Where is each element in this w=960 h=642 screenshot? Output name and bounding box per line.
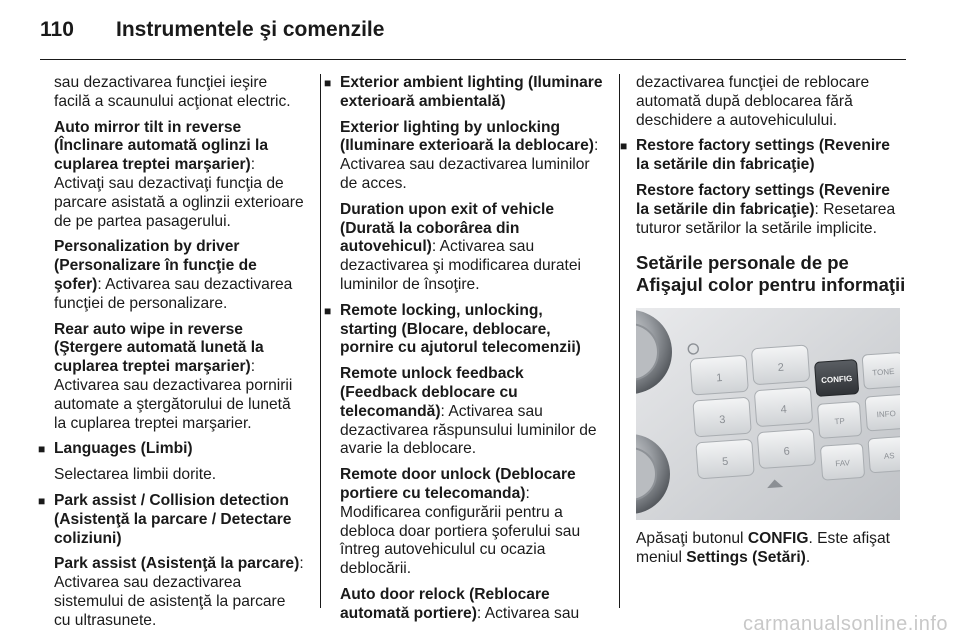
- setting-description: : Activarea sau: [476, 604, 580, 622]
- setting-description: : Activarea sau dezactivarea şi modificarea duratei luminilor de însoţire.: [340, 238, 581, 293]
- setting-description: : Activarea sau dezactivarea răspunsului luminilor de avarie la deblocare.: [340, 402, 597, 458]
- setting-description: : Activaţi sau dezactivaţi funcţia de parcare asistată a oglinzii exterioare de pe partea pasagerului.: [54, 156, 304, 230]
- svg-text:CONFIG: CONFIG: [820, 374, 853, 386]
- bullet-item: [324, 301, 604, 358]
- setting-name: Auto door relock (Reblocare automată portiere): [340, 585, 550, 622]
- setting-description: : Activarea sau dezactivarea luminilor de acces.: [340, 137, 599, 192]
- setting-name: Auto mirror tilt in reverse (Înclinare automată oglinzi la cuplarea treptei marşarier): [54, 118, 269, 174]
- bullet-title: Remote locking, unlocking, starting (Blocare, deblocare, pornire cu ajutorul telecomenzii): [340, 301, 581, 357]
- paragraph: [54, 555, 304, 630]
- setting-name: Personalization by driver (Personalizare în funcţie de şofer): [54, 238, 257, 293]
- svg-text:FAV: FAV: [835, 458, 851, 469]
- paragraph: [340, 201, 604, 295]
- watermark: carmanualsonline.info: [742, 613, 948, 635]
- setting-name: Restore factory settings (Revenire la setările din fabricaţie): [636, 181, 890, 218]
- bullet-title: Restore factory settings (Revenire la setările din fabricaţie): [636, 137, 890, 174]
- svg-text:TP: TP: [834, 416, 846, 427]
- setting-name: Rear auto wipe in reverse (Ştergere automată lunetă la cuplarea treptei marşarier): [54, 320, 264, 376]
- menu-name: Settings (Setări): [686, 549, 806, 567]
- paragraph: [54, 321, 304, 434]
- bullet-item: [324, 74, 604, 112]
- page-number: 110: [40, 18, 74, 41]
- paragraph: Selectarea limbii dorite.: [54, 466, 217, 484]
- setting-name: Remote door unlock (Deblocare portiere cu telecomanda): [340, 466, 576, 502]
- paragraph: [340, 365, 604, 459]
- setting-description: : Modificarea configurării pentru a debloca doar portiera şoferului sau întreg autovehiculul cu ocazia deblocării.: [340, 484, 581, 578]
- paragraph: [340, 119, 604, 194]
- paragraph: Apăsaţi butonul CONFIG. Este afişat meniul Settings (Setări).: [636, 530, 890, 567]
- section-heading: Setările personale de pe Afişajul color pentru informaţii: [636, 252, 906, 296]
- setting-name: Exterior lighting by unlocking (Iluminare exterioară la deblocare): [340, 118, 594, 155]
- button-name: CONFIG: [747, 530, 809, 548]
- bullet-square-icon: ■: [38, 442, 46, 457]
- page-title: Instrumentele şi comenzile: [116, 18, 385, 41]
- paragraph: [54, 238, 304, 313]
- paragraph: [636, 182, 906, 238]
- svg-text:5: 5: [721, 456, 729, 469]
- bullet-title: Park assist / Collision detection (Asistenţă la parcare / Detectare coliziuni): [54, 491, 292, 547]
- paragraph: [340, 586, 604, 624]
- setting-name: Duration upon exit of vehicle (Durată la coborârea din autovehicul): [340, 200, 555, 256]
- svg-text:2: 2: [777, 362, 785, 375]
- page-header: [40, 18, 920, 48]
- column-2: [324, 74, 604, 631]
- bullet-title: Languages (Limbi): [54, 440, 193, 458]
- bullet-square-icon: ■: [324, 303, 332, 318]
- bullet-square-icon: ■: [620, 139, 628, 154]
- bullet-square-icon: ■: [38, 493, 46, 508]
- setting-description: : Resetarea tuturor setărilor la setările implicite.: [636, 200, 896, 237]
- radio-control-panel-photo: [636, 308, 900, 520]
- bullet-square-icon: ■: [324, 76, 332, 90]
- column-divider-1: [320, 74, 321, 608]
- bullet-item: [620, 137, 906, 175]
- column-3: [620, 74, 906, 575]
- svg-text:TONE: TONE: [872, 367, 895, 378]
- column-1: [38, 74, 304, 638]
- setting-description: : Activarea sau dezactivarea pornirii automate a ştergătorului de lunetă la cuplarea treptei marşarier.: [54, 358, 293, 432]
- setting-description: : Activarea sau dezactivarea funcţiei de personalizare.: [54, 275, 293, 312]
- setting-name: Remote unlock feedback (Feedback deblocare cu telecomandă): [340, 365, 524, 420]
- bullet-item: [38, 440, 304, 459]
- paragraph: sau dezactivarea funcţiei ieşire facilă a scaunului acţionat electric.: [54, 74, 291, 110]
- bullet-title: Exterior ambient lighting (Iluminare exterioară ambientală): [340, 74, 603, 110]
- setting-name: Park assist (Asistenţă la parcare): [54, 555, 300, 573]
- svg-text:AS: AS: [883, 451, 895, 462]
- paragraph: [54, 119, 304, 232]
- paragraph: dezactivarea funcţiei de reblocare automată după deblocarea fără deschidere a autovehiculului.: [636, 74, 870, 129]
- bullet-item: [38, 491, 304, 548]
- svg-text:INFO: INFO: [876, 409, 897, 420]
- svg-text:4: 4: [780, 403, 788, 417]
- svg-text:6: 6: [783, 445, 791, 459]
- svg-text:3: 3: [718, 414, 726, 427]
- svg-text:1: 1: [715, 372, 723, 385]
- header-rule: [40, 59, 906, 60]
- paragraph: [340, 466, 604, 579]
- setting-description: : Activarea sau dezactivarea sistemului de asistenţă la parcare cu ultrasunete.: [54, 555, 304, 629]
